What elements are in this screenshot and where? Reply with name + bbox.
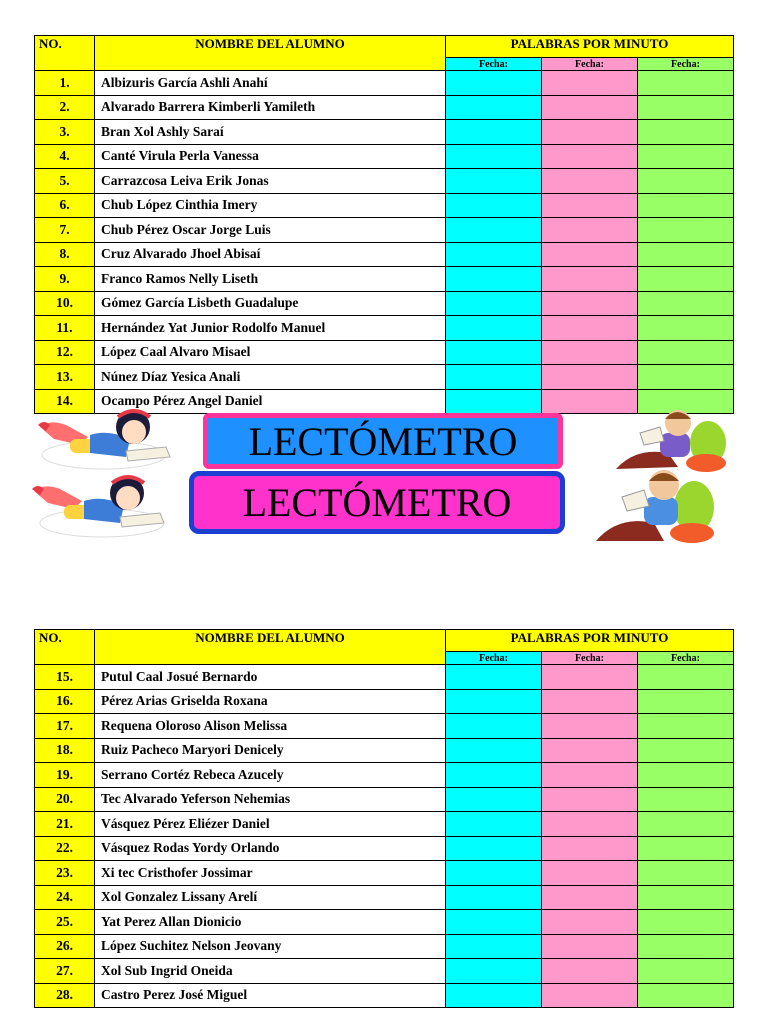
- student-row: [35, 910, 734, 935]
- score-cell-3[interactable]: [638, 787, 734, 812]
- score-cell-1[interactable]: [446, 885, 542, 910]
- score-cell-2[interactable]: [542, 365, 638, 390]
- student-name: Hernández Yat Junior Rodolfo Manuel: [95, 316, 446, 341]
- student-number: 7.: [35, 218, 95, 243]
- student-row: [35, 959, 734, 984]
- student-row: [35, 316, 734, 341]
- student-row: [35, 983, 734, 1008]
- roster-table-2: [34, 629, 734, 1008]
- header-row: [35, 630, 734, 652]
- header-name: NOMBRE DEL ALUMNO: [95, 630, 446, 665]
- score-cell-2[interactable]: [542, 71, 638, 96]
- student-number: 6.: [35, 193, 95, 218]
- score-cell-3[interactable]: [638, 340, 734, 365]
- score-cell-3[interactable]: [638, 861, 734, 886]
- student-number: 9.: [35, 267, 95, 292]
- score-cell-1[interactable]: [446, 120, 542, 145]
- header-no: NO.: [35, 630, 95, 665]
- score-cell-1[interactable]: [446, 910, 542, 935]
- student-row: [35, 267, 734, 292]
- student-name: Putul Caal Josué Bernardo: [95, 665, 446, 690]
- student-number: 20.: [35, 787, 95, 812]
- fecha-label-1: Fecha:: [446, 58, 542, 71]
- student-name: Pérez Arias Griselda Roxana: [95, 689, 446, 714]
- score-cell-2[interactable]: [542, 169, 638, 194]
- student-number: 22.: [35, 836, 95, 861]
- score-cell-3[interactable]: [638, 665, 734, 690]
- score-cell-1[interactable]: [446, 169, 542, 194]
- score-cell-2[interactable]: [542, 812, 638, 837]
- boy-reading-icon-2: [592, 467, 717, 547]
- score-cell-2[interactable]: [542, 763, 638, 788]
- student-row: [35, 689, 734, 714]
- student-name: Chub Pérez Oscar Jorge Luis: [95, 218, 446, 243]
- score-cell-2[interactable]: [542, 861, 638, 886]
- student-row: [35, 95, 734, 120]
- student-row: [35, 787, 734, 812]
- score-cell-1[interactable]: [446, 95, 542, 120]
- student-number: 15.: [35, 665, 95, 690]
- score-cell-3[interactable]: [638, 689, 734, 714]
- score-cell-3[interactable]: [638, 738, 734, 763]
- student-row: [35, 291, 734, 316]
- girl-reading-icon-2: [26, 469, 171, 541]
- student-row: [35, 120, 734, 145]
- score-cell-3[interactable]: [638, 316, 734, 341]
- score-cell-2[interactable]: [542, 959, 638, 984]
- student-row: [35, 169, 734, 194]
- student-name: Serrano Cortéz Rebeca Azucely: [95, 763, 446, 788]
- student-number: 26.: [35, 934, 95, 959]
- student-row: [35, 193, 734, 218]
- header-no: NO.: [35, 36, 95, 71]
- banner: [0, 405, 768, 545]
- score-cell-1[interactable]: [446, 959, 542, 984]
- student-name: Castro Perez José Miguel: [95, 983, 446, 1008]
- score-cell-3[interactable]: [638, 267, 734, 292]
- score-cell-2[interactable]: [542, 242, 638, 267]
- title-lectometro-2: LECTÓMETRO: [189, 471, 565, 534]
- student-name: López Suchitez Nelson Jeovany: [95, 934, 446, 959]
- student-number: 18.: [35, 738, 95, 763]
- score-cell-1[interactable]: [446, 291, 542, 316]
- score-cell-3[interactable]: [638, 934, 734, 959]
- score-cell-2[interactable]: [542, 836, 638, 861]
- title-lectometro-1: LECTÓMETRO: [203, 413, 563, 469]
- score-cell-1[interactable]: [446, 714, 542, 739]
- score-cell-1[interactable]: [446, 242, 542, 267]
- student-number: 1.: [35, 71, 95, 96]
- score-cell-3[interactable]: [638, 885, 734, 910]
- student-number: 23.: [35, 861, 95, 886]
- student-name: Xol Gonzalez Lissany Arelí: [95, 885, 446, 910]
- student-name: Xi tec Cristhofer Jossimar: [95, 861, 446, 886]
- score-cell-3[interactable]: [638, 836, 734, 861]
- score-cell-2[interactable]: [542, 218, 638, 243]
- boy-reading-icon: [612, 409, 727, 473]
- student-name: Chub López Cinthia Imery: [95, 193, 446, 218]
- student-number: 11.: [35, 316, 95, 341]
- score-cell-3[interactable]: [638, 365, 734, 390]
- student-number: 21.: [35, 812, 95, 837]
- student-row: [35, 71, 734, 96]
- score-cell-1[interactable]: [446, 738, 542, 763]
- fecha-label-3: Fecha:: [638, 58, 734, 71]
- student-number: 8.: [35, 242, 95, 267]
- student-name: Canté Virula Perla Vanessa: [95, 144, 446, 169]
- student-number: 27.: [35, 959, 95, 984]
- fecha-label-2: Fecha:: [542, 652, 638, 665]
- student-number: 3.: [35, 120, 95, 145]
- student-number: 12.: [35, 340, 95, 365]
- student-number: 10.: [35, 291, 95, 316]
- score-cell-1[interactable]: [446, 787, 542, 812]
- student-name: Ocampo Pérez Angel Daniel: [95, 389, 446, 414]
- student-name: Requena Oloroso Alison Melissa: [95, 714, 446, 739]
- score-cell-2[interactable]: [542, 120, 638, 145]
- fecha-label-3: Fecha:: [638, 652, 734, 665]
- score-cell-1[interactable]: [446, 836, 542, 861]
- student-row: [35, 665, 734, 690]
- student-name: Yat Perez Allan Dionicio: [95, 910, 446, 935]
- score-cell-3[interactable]: [638, 959, 734, 984]
- student-number: 17.: [35, 714, 95, 739]
- score-cell-3[interactable]: [638, 910, 734, 935]
- score-cell-1[interactable]: [446, 316, 542, 341]
- score-cell-3[interactable]: [638, 144, 734, 169]
- score-cell-2[interactable]: [542, 316, 638, 341]
- score-cell-1[interactable]: [446, 71, 542, 96]
- student-number: 16.: [35, 689, 95, 714]
- score-cell-1[interactable]: [446, 340, 542, 365]
- score-cell-3[interactable]: [638, 242, 734, 267]
- score-cell-2[interactable]: [542, 144, 638, 169]
- score-cell-2[interactable]: [542, 689, 638, 714]
- score-cell-1[interactable]: [446, 983, 542, 1008]
- score-cell-3[interactable]: [638, 169, 734, 194]
- student-row: [35, 340, 734, 365]
- score-cell-3[interactable]: [638, 218, 734, 243]
- score-cell-2[interactable]: [542, 787, 638, 812]
- student-name: Xol Sub Ingrid Oneida: [95, 959, 446, 984]
- student-number: 2.: [35, 95, 95, 120]
- student-row: [35, 242, 734, 267]
- score-cell-1[interactable]: [446, 934, 542, 959]
- student-name: Vásquez Pérez Eliézer Daniel: [95, 812, 446, 837]
- score-cell-1[interactable]: [446, 689, 542, 714]
- student-row: [35, 836, 734, 861]
- score-cell-2[interactable]: [542, 934, 638, 959]
- student-number: 24.: [35, 885, 95, 910]
- student-row: [35, 861, 734, 886]
- student-name: Núnez Díaz Yesica Anali: [95, 365, 446, 390]
- score-cell-1[interactable]: [446, 812, 542, 837]
- score-cell-3[interactable]: [638, 71, 734, 96]
- score-cell-1[interactable]: [446, 193, 542, 218]
- student-name: Gómez García Lisbeth Guadalupe: [95, 291, 446, 316]
- score-cell-1[interactable]: [446, 665, 542, 690]
- score-cell-2[interactable]: [542, 665, 638, 690]
- student-row: [35, 763, 734, 788]
- header-row: [35, 36, 734, 58]
- student-row: [35, 812, 734, 837]
- score-cell-1[interactable]: [446, 763, 542, 788]
- student-number: 4.: [35, 144, 95, 169]
- score-cell-2[interactable]: [542, 291, 638, 316]
- score-cell-3[interactable]: [638, 812, 734, 837]
- score-cell-2[interactable]: [542, 95, 638, 120]
- fecha-label-2: Fecha:: [542, 58, 638, 71]
- student-row: [35, 738, 734, 763]
- score-cell-3[interactable]: [638, 120, 734, 145]
- student-name: Carrazcosa Leiva Erik Jonas: [95, 169, 446, 194]
- student-name: Ruiz Pacheco Maryori Denicely: [95, 738, 446, 763]
- student-row: [35, 885, 734, 910]
- student-name: Albizuris García Ashli Anahí: [95, 71, 446, 96]
- student-row: [35, 218, 734, 243]
- score-cell-2[interactable]: [542, 267, 638, 292]
- score-cell-1[interactable]: [446, 218, 542, 243]
- header-ppm: PALABRAS POR MINUTO: [446, 630, 734, 652]
- score-cell-1[interactable]: [446, 144, 542, 169]
- student-number: 5.: [35, 169, 95, 194]
- header-name: NOMBRE DEL ALUMNO: [95, 36, 446, 71]
- student-name: Alvarado Barrera Kimberli Yamileth: [95, 95, 446, 120]
- score-cell-3[interactable]: [638, 763, 734, 788]
- student-name: Cruz Alvarado Jhoel Abisaí: [95, 242, 446, 267]
- score-cell-2[interactable]: [542, 885, 638, 910]
- score-cell-2[interactable]: [542, 193, 638, 218]
- score-cell-1[interactable]: [446, 267, 542, 292]
- student-name: Bran Xol Ashly Saraí: [95, 120, 446, 145]
- student-row: [35, 714, 734, 739]
- student-number: 25.: [35, 910, 95, 935]
- student-number: 28.: [35, 983, 95, 1008]
- girl-reading-icon: [30, 405, 175, 473]
- student-name: López Caal Alvaro Misael: [95, 340, 446, 365]
- score-cell-1[interactable]: [446, 861, 542, 886]
- student-row: [35, 365, 734, 390]
- score-cell-3[interactable]: [638, 95, 734, 120]
- score-cell-2[interactable]: [542, 340, 638, 365]
- student-number: 13.: [35, 365, 95, 390]
- score-cell-1[interactable]: [446, 365, 542, 390]
- header-ppm: PALABRAS POR MINUTO: [446, 36, 734, 58]
- student-number: 14.: [35, 389, 95, 414]
- student-name: Vásquez Rodas Yordy Orlando: [95, 836, 446, 861]
- score-cell-3[interactable]: [638, 193, 734, 218]
- fecha-label-1: Fecha:: [446, 652, 542, 665]
- score-cell-2[interactable]: [542, 738, 638, 763]
- score-cell-2[interactable]: [542, 983, 638, 1008]
- score-cell-2[interactable]: [542, 910, 638, 935]
- score-cell-3[interactable]: [638, 291, 734, 316]
- score-cell-3[interactable]: [638, 983, 734, 1008]
- student-name: Franco Ramos Nelly Liseth: [95, 267, 446, 292]
- student-row: [35, 934, 734, 959]
- roster-table-1: [34, 35, 734, 414]
- student-name: Tec Alvarado Yeferson Nehemias: [95, 787, 446, 812]
- score-cell-3[interactable]: [638, 714, 734, 739]
- score-cell-2[interactable]: [542, 714, 638, 739]
- student-number: 19.: [35, 763, 95, 788]
- student-row: [35, 144, 734, 169]
